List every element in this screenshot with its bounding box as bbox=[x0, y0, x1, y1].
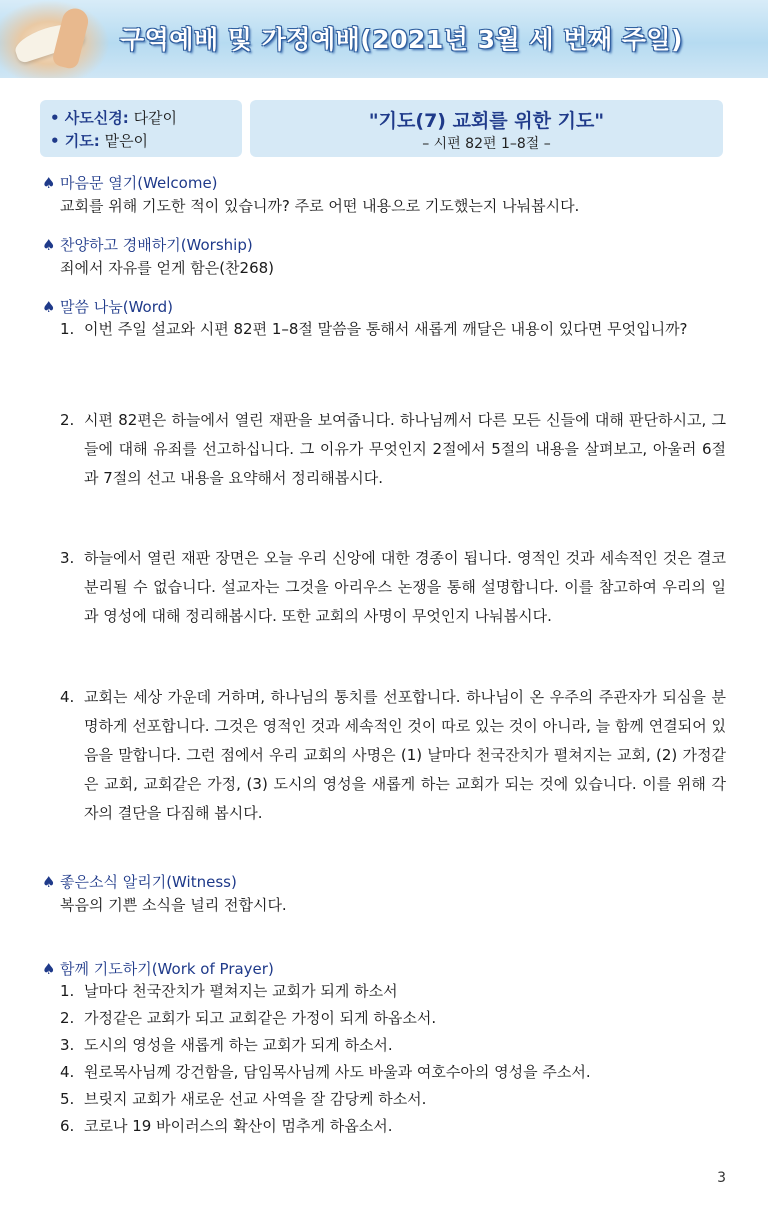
page-number: 3 bbox=[717, 1170, 726, 1186]
section-word-heading bbox=[42, 296, 173, 317]
spade-icon: ♠ bbox=[42, 960, 56, 978]
creed-value: 다같이 bbox=[133, 109, 178, 127]
section-heading-text: 찬양하고 경배하기(Worship) bbox=[60, 236, 253, 254]
question-number: 3. bbox=[60, 549, 75, 567]
prayer-item-5 bbox=[60, 1085, 726, 1114]
creed-label: • 사도신경: bbox=[50, 109, 129, 127]
prayer-line bbox=[50, 130, 148, 151]
creed-line bbox=[50, 107, 177, 128]
word-question-4 bbox=[60, 683, 726, 828]
spade-icon: ♠ bbox=[42, 873, 56, 891]
prayer-text: 가정같은 교회가 되고 교회같은 가정이 되게 하옵소서. bbox=[84, 1009, 437, 1027]
prayer-text: 도시의 영성을 새롭게 하는 교회가 되게 하소서. bbox=[84, 1036, 393, 1054]
section-heading-text: 좋은소식 알리기(Witness) bbox=[60, 873, 237, 891]
welcome-text: 교회를 위해 기도한 적이 있습니까? 주로 어떤 내용으로 기도했는지 나눠봅시다. bbox=[60, 197, 580, 215]
question-text: 하늘에서 열린 재판 장면은 오늘 우리 신앙에 대한 경종이 됩니다. 영적인 것과 세속적인 것은 결코 분리될 수 없습니다. 설교자는 그것을 아리우스 논쟁을 통해 설명합니다. 이를 참고하여 우리의 일과 영성에 대해 정리해봅시다. 또한 교회의 사명이 무엇인지 나눠봅시다. bbox=[84, 549, 726, 625]
section-heading-text: 말씀 나눔(Word) bbox=[60, 298, 173, 316]
word-question-3 bbox=[60, 544, 726, 631]
spade-icon: ♠ bbox=[42, 174, 56, 192]
prayer-item-2 bbox=[60, 1004, 726, 1033]
question-number: 2. bbox=[60, 411, 75, 429]
worship-info-box bbox=[40, 100, 242, 157]
word-question-2 bbox=[60, 406, 726, 493]
praying-hand-icon bbox=[51, 6, 91, 71]
prayer-text: 코로나 19 바이러스의 확산이 멈추게 하옵소서. bbox=[84, 1117, 393, 1135]
question-text: 시편 82편은 하늘에서 열린 재판을 보여줍니다. 하나님께서 다른 모든 신들에 대해 판단하시고, 그들에 대해 유죄를 선고하십니다. 그 이유가 무엇인지 2절에서 5절의 내용을 살펴보고, 아울러 6절과 7절의 선고 내용을 요약해서 정리해봅시다. bbox=[84, 411, 726, 487]
witness-text: 복음의 기쁜 소식을 널리 전합시다. bbox=[60, 896, 287, 914]
prayer-number: 4. bbox=[60, 1063, 75, 1081]
question-number: 4. bbox=[60, 688, 75, 706]
sermon-title-box bbox=[250, 100, 723, 157]
prayer-text: 브릿지 교회가 새로운 선교 사역을 잘 감당케 하소서. bbox=[84, 1090, 427, 1108]
prayer-number: 6. bbox=[60, 1117, 75, 1135]
prayer-item-1 bbox=[60, 977, 726, 1006]
word-question-1 bbox=[60, 315, 726, 344]
prayer-number: 5. bbox=[60, 1090, 75, 1108]
prayer-item-3 bbox=[60, 1031, 726, 1060]
section-heading-text: 마음문 열기(Welcome) bbox=[60, 174, 218, 192]
praying-hands-bible-image bbox=[0, 0, 110, 78]
question-text: 이번 주일 설교와 시편 82편 1–8절 말씀을 통해서 새롭게 깨달은 내용이 있다면 무엇입니까? bbox=[84, 320, 688, 338]
prayer-text: 날마다 천국잔치가 펼쳐지는 교회가 되게 하소서 bbox=[84, 982, 398, 1000]
section-worship-heading bbox=[42, 234, 253, 255]
prayer-number: 3. bbox=[60, 1036, 75, 1054]
worship-text: 죄에서 자유를 얻게 함은(찬268) bbox=[60, 259, 275, 277]
header-banner bbox=[0, 0, 768, 78]
question-number: 1. bbox=[60, 320, 75, 338]
section-witness-heading bbox=[42, 871, 237, 892]
prayer-label: • 기도: bbox=[50, 132, 100, 150]
section-prayer-heading bbox=[42, 958, 274, 979]
prayer-item-6 bbox=[60, 1112, 726, 1141]
prayer-text: 원로목사님께 강건함을, 담임목사님께 사도 바울과 여호수아의 영성을 주소서. bbox=[84, 1063, 591, 1081]
sermon-title: "기도(7) 교회를 위한 기도" bbox=[368, 110, 605, 132]
section-heading-text: 함께 기도하기(Work of Prayer) bbox=[60, 960, 274, 978]
page-title: 구역예배 및 가정예배(2021년 3월 세 번째 주일) bbox=[120, 25, 683, 54]
sermon-scripture: – 시편 82편 1–8절 – bbox=[422, 136, 551, 152]
section-welcome-heading bbox=[42, 172, 218, 193]
prayer-value: 맡은이 bbox=[104, 132, 149, 150]
spade-icon: ♠ bbox=[42, 298, 56, 316]
spade-icon: ♠ bbox=[42, 236, 56, 254]
prayer-item-4 bbox=[60, 1058, 726, 1087]
question-text: 교회는 세상 가운데 거하며, 하나님의 통치를 선포합니다. 하나님이 온 우주의 주관자가 되심을 분명하게 선포합니다. 그것은 영적인 것과 세속적인 것이 따로 있는 것이 아니라, 늘 함께 연결되어 있음을 말합니다. 그런 점에서 우리 교회의 사명은 (1) 날마다 천국잔치가 펼쳐지는 교회, (2) 가정같은 교회, 교회같은 가정, (3) 도시의 영성을 새롭게 하는 교회가 되는 것에 있습니다. 이를 위해 각자의 결단을 다짐해 봅시다. bbox=[84, 688, 726, 822]
prayer-number: 1. bbox=[60, 982, 75, 1000]
prayer-number: 2. bbox=[60, 1009, 75, 1027]
